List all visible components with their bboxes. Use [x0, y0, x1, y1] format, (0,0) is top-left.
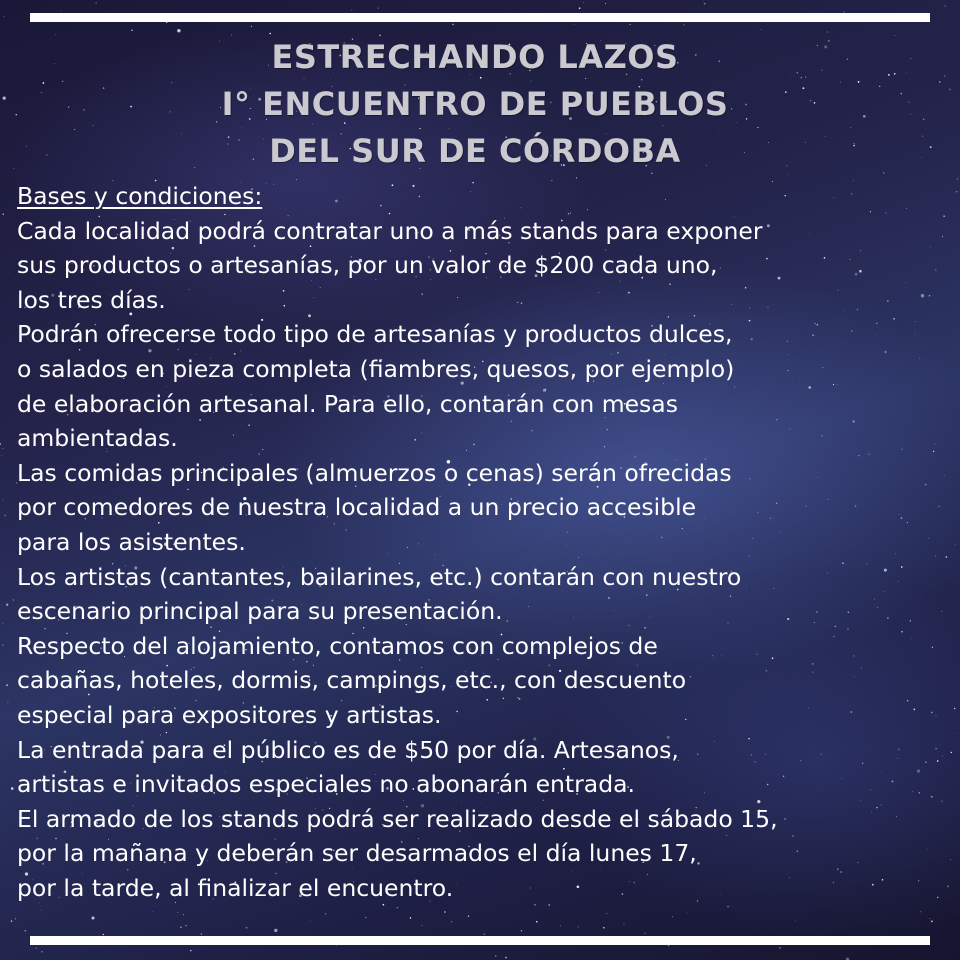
- title-line-1: ESTRECHANDO LAZOS: [271, 38, 679, 76]
- title-line-3: DEL SUR DE CÓRDOBA: [269, 132, 681, 170]
- conditions-text: [17, 179, 952, 905]
- body-line: Los artistas (cantantes, bailarines, etc.) contarán con nuestro: [17, 562, 742, 591]
- body-line: Cada localidad podrá contratar uno a más stands para exponer: [17, 216, 763, 245]
- body-line: los tres días.: [17, 285, 166, 314]
- body-line: El armado de los stands podrá ser realizado desde el sábado 15,: [17, 804, 778, 833]
- body-line: Podrán ofrecerse todo tipo de artesanías y productos dulces,: [17, 320, 733, 349]
- body-line: sus productos o artesanías, por un valor de $200 cada uno,: [17, 251, 718, 280]
- poster-title: [0, 34, 950, 175]
- title-line-2: I° ENCUENTRO DE PUEBLOS: [221, 85, 729, 123]
- body-line: escenario principal para su presentación.: [17, 597, 503, 626]
- body-line: o salados en pieza completa (fiambres, quesos, por ejemplo): [17, 354, 735, 383]
- body-line: artistas e invitados especiales no abonarán entrada.: [17, 770, 635, 799]
- top-divider: [30, 13, 930, 22]
- body-line: por la mañana y deberán ser desarmados el día lunes 17,: [17, 839, 697, 868]
- body-line: por la tarde, al finalizar el encuentro.: [17, 873, 454, 902]
- body-line: de elaboración artesanal. Para ello, contarán con mesas: [17, 389, 678, 418]
- body-line: para los asistentes.: [17, 527, 246, 556]
- body-line: por comedores de nuestra localidad a un precio accesible: [17, 493, 697, 522]
- body-line: Las comidas principales (almuerzos o cenas) serán ofrecidas: [17, 458, 732, 487]
- body-line: La entrada para el público es de $50 por día. Artesanos,: [17, 735, 679, 764]
- body-line: ambientadas.: [17, 424, 178, 453]
- body-line: cabañas, hoteles, dormis, campings, etc., con descuento: [17, 666, 687, 695]
- body-line: Respecto del alojamiento, contamos con complejos de: [17, 631, 658, 660]
- body-line: especial para expositores y artistas.: [17, 700, 442, 729]
- conditions-heading: Bases y condiciones:: [17, 182, 263, 210]
- bottom-divider: [30, 936, 930, 945]
